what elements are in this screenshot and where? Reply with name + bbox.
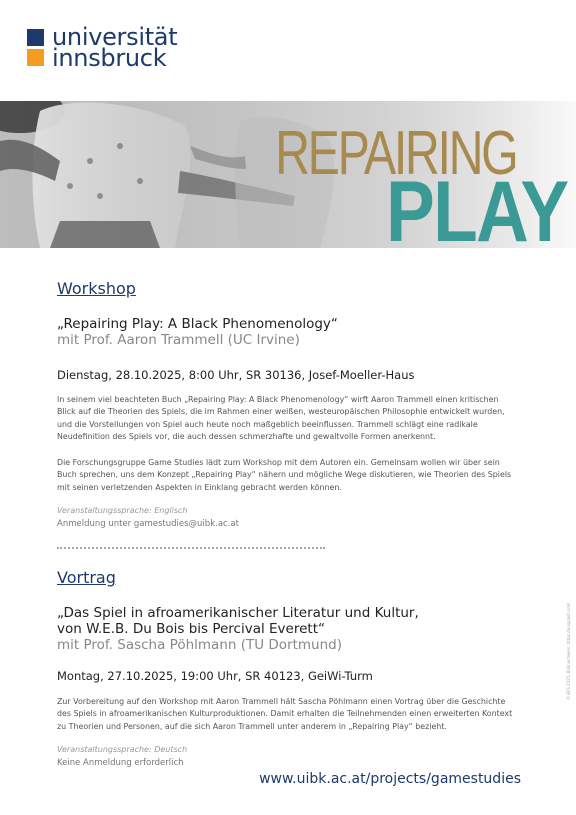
- logo-wordmark: [52, 23, 178, 72]
- logo-line-2: innsbruck: [52, 44, 167, 72]
- logo-line-1: universität: [52, 23, 178, 51]
- talk-speaker: mit Prof. Sascha Pöhlmann (TU Dortmund): [57, 637, 343, 653]
- talk-language: Veranstaltungssprache: Deutsch: [57, 745, 188, 754]
- workshop-title: „Repairing Play: A Black Phenomenology“: [57, 316, 338, 332]
- section-divider: [57, 547, 325, 549]
- workshop-date: Dienstag, 28.10.2025, 8:00 Uhr, SR 30136, Josef-Moeller-Haus: [57, 368, 415, 382]
- workshop-speaker: mit Prof. Aaron Trammell (UC Irvine): [57, 332, 300, 348]
- banner-title-repairing: REPAIRING: [274, 119, 516, 188]
- image-credit: © BFS 2025, Bildnachweis: https://unsplash.com: [566, 602, 571, 700]
- banner-title-play: PLAY: [385, 164, 567, 248]
- university-logo: [27, 23, 178, 72]
- logo-square-orange: [27, 49, 44, 66]
- talk-title-line-2: von W.E.B. Du Bois bis Percival Everett“: [57, 621, 325, 637]
- talk-paragraph: Zur Vorbereitung auf den Workshop mit Aaron Trammell hält Sascha Pöhlmann einen Vortrag über die Geschichte des Spiels in afroamerikanischen Kulturproduktionen. Damit erhalten die Teilnehmenden einen erweiterten Kontext zu Theorien und Personen, auf die sich Aaron Trammell unter anderem in „Repairing Play“ bezieht.: [57, 697, 513, 731]
- talk-date: Montag, 27.10.2025, 19:00 Uhr, SR 40123, GeiWi-Turm: [57, 669, 373, 683]
- workshop-heading: Workshop: [57, 279, 136, 298]
- workshop-paragraph-1: In seinem viel beachteten Buch „Repairing Play: A Black Phenomenology“ wirft Aaron Trammell einen kritischen Blick auf die Theorien des Spiels, die im Rahmen einer weißen, westeuropäischen Philosophie entwickelt wurden, und die Vorstellungen von Spiel auch heute noch maßgeblich beeinflussen. Trammell schlägt eine radikale Neudefinition des Spiels vor, die auch dessen schmerzhafte und gewaltvolle Formen anerkennt.: [57, 395, 505, 442]
- talk-registration: Keine Anmeldung erforderlich: [57, 758, 184, 768]
- talk-heading: Vortrag: [57, 568, 116, 587]
- hero-banner: [0, 101, 576, 248]
- talk-title-line-1: „Das Spiel in afroamerikanischer Literatur und Kultur,: [57, 605, 419, 621]
- workshop-registration: Anmeldung unter gamestudies@uibk.ac.at: [57, 519, 239, 529]
- workshop-language: Veranstaltungssprache: Englisch: [57, 506, 188, 515]
- logo-mark: [27, 29, 44, 69]
- logo-square-blue: [27, 29, 44, 46]
- workshop-paragraph-2: Die Forschungsgruppe Game Studies lädt zum Workshop mit dem Autoren ein. Gemeinsam wollen wir über sein Buch sprechen, uns dem Konzept „Repairing Play“ nähern und mögliche Wege diskutieren, wie Theorien des Spiels mit seinen verletzenden Aspekten in Einklang gebracht werden können.: [57, 458, 512, 492]
- project-url[interactable]: www.uibk.ac.at/projects/gamestudies: [259, 771, 521, 787]
